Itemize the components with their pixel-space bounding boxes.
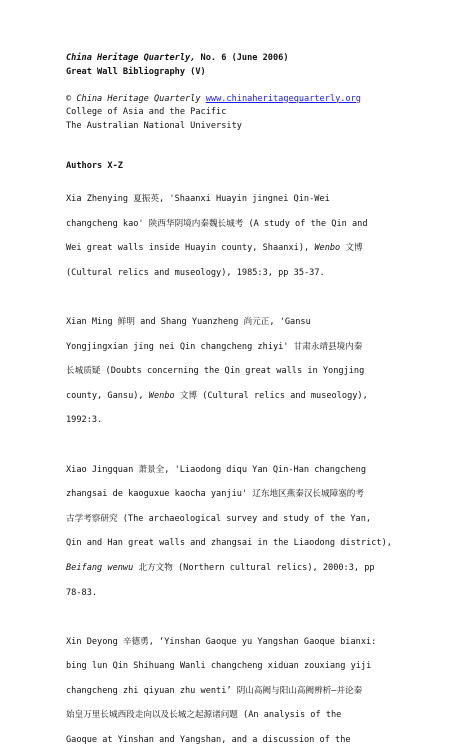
section-title: Authors X-Z bbox=[66, 161, 123, 171]
journal-issue: No. 6 (June 2006) bbox=[195, 53, 289, 63]
entry-line bbox=[66, 679, 426, 704]
entry-line bbox=[66, 581, 426, 606]
entry-text: Xia Zhenying 夏振英, 'Shaanxi Huayin jingnei Qin-Wei bbox=[66, 194, 330, 204]
journal-name: Wenbo bbox=[148, 390, 175, 401]
entry-line bbox=[66, 236, 426, 261]
document-subtitle: Great Wall Bibliography (V) bbox=[66, 66, 206, 77]
entry-text: Xiao Jingquan 萧景全, 'Liaodong diqu Yan Qin-Han changcheng bbox=[66, 464, 366, 475]
entry-line bbox=[66, 310, 426, 335]
university-name: The Australian National University bbox=[66, 120, 242, 131]
entry-text: 古学考察研究 (The archaeological survey and study of the Yan, bbox=[66, 513, 372, 524]
entry-text: (Cultural relics and museology), 1985:3, pp 35-37. bbox=[66, 267, 325, 278]
entry-text: Yongjingxian jing nei Qin changcheng zhiyi' 甘肃永靖县境内秦 bbox=[66, 341, 363, 352]
entry-text: Xian Ming 鲜明 and Shang Yuanzheng 尚元正, 'Gansu bbox=[66, 316, 311, 327]
entry-text: 文博 bbox=[340, 243, 363, 254]
college-name: College of Asia and the Pacific bbox=[66, 107, 227, 117]
entry-text: 78-83. bbox=[66, 587, 98, 598]
entry-spacer bbox=[66, 605, 426, 630]
entry-text: bing lun Qin Shihuang Wanli changcheng xiduan zouxiang yiji bbox=[66, 661, 372, 672]
entry-spacer bbox=[66, 285, 426, 310]
entry-text: county, Gansu), bbox=[66, 390, 149, 401]
copyright-symbol: © bbox=[66, 93, 77, 104]
journal-name: Wenbo bbox=[314, 243, 341, 254]
entry-text: Wei great walls inside Huayin county, Shaanxi), bbox=[66, 243, 315, 254]
journal-name: Beifang wenwu bbox=[66, 562, 134, 573]
copyright-line bbox=[66, 93, 426, 107]
entry-text: Qin and Han great walls and zhangsai in the Liaodong district), bbox=[66, 538, 392, 549]
entry-line bbox=[66, 630, 426, 655]
entry-line bbox=[66, 335, 426, 360]
entry-text: Xin Deyong 辛德勇, ‘Yinshan Gaoque yu Yangshan Gaoque bianxi: bbox=[66, 636, 377, 647]
bibliography-entry bbox=[66, 310, 426, 433]
entry-line bbox=[66, 531, 426, 556]
entry-text: 文博 (Cultural relics and museology), bbox=[174, 390, 368, 401]
website-link[interactable]: www.chinaheritagequarterly.org bbox=[205, 93, 361, 104]
entry-line bbox=[66, 212, 426, 237]
copyright-holder: China Heritage Quarterly bbox=[76, 93, 201, 104]
bibliography-entry bbox=[66, 630, 426, 753]
entry-line bbox=[66, 384, 426, 409]
journal-line bbox=[66, 52, 426, 66]
entry-text: changcheng kao' 陕西华阴境内秦魏长城考 (A study of the Qin and bbox=[66, 218, 368, 229]
entry-line bbox=[66, 261, 426, 286]
bibliography-entry bbox=[66, 458, 426, 606]
entry-text: 始皇万里长城西段走向以及长城之起源诸问题 (An analysis of the bbox=[66, 710, 342, 721]
entry-line bbox=[66, 187, 426, 212]
document-page bbox=[66, 52, 426, 753]
entry-line bbox=[66, 654, 426, 679]
entry-line bbox=[66, 359, 426, 384]
entry-text: Gaoque at Yinshan and Yangshan, and a discussion of the bbox=[66, 735, 351, 746]
entry-text: 北方文物 (Northern cultural relics), 2000:3, pp bbox=[133, 562, 375, 573]
entry-text: 长城质疑 (Doubts concerning the Qin great walls in Yongjing bbox=[66, 366, 365, 377]
entry-text: zhangsai de kaoguxue kaocha yanjiu' 辽东地区燕秦汉长城障塞的考 bbox=[66, 489, 364, 500]
entry-spacer bbox=[66, 433, 426, 458]
entry-text: changcheng zhi qiyuan zhu wenti’ 阴山高阙与阳山高阙辨析—并论秦 bbox=[66, 685, 363, 696]
entry-line bbox=[66, 482, 426, 507]
entry-line bbox=[66, 507, 426, 532]
bibliography-entry bbox=[66, 187, 426, 285]
entry-text: 1992:3. bbox=[66, 415, 103, 426]
entry-line bbox=[66, 408, 426, 433]
entry-line bbox=[66, 458, 426, 483]
entry-line bbox=[66, 703, 426, 728]
entry-line bbox=[66, 556, 426, 581]
entry-line bbox=[66, 728, 426, 753]
journal-title: China Heritage Quarterly, bbox=[66, 53, 196, 63]
bibliography-entries bbox=[66, 187, 426, 753]
